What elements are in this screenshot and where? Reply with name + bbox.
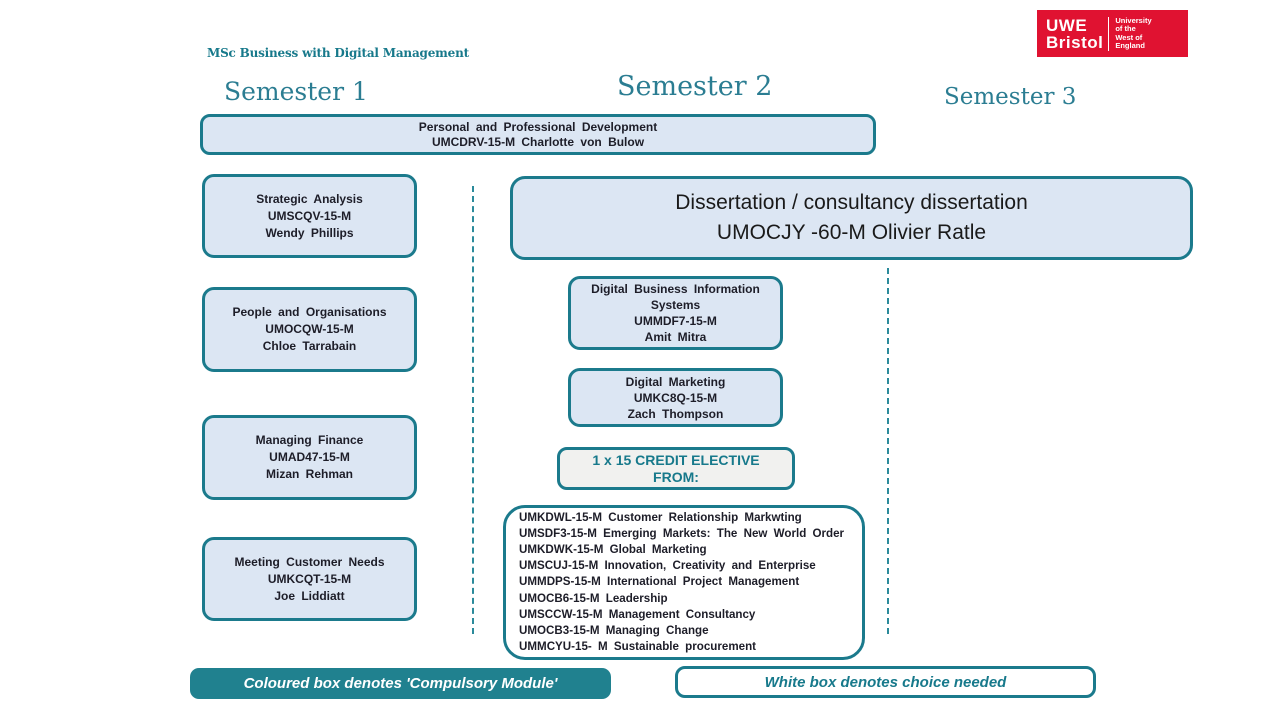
logo-primary: UWE <box>1046 15 1088 35</box>
elective-item: UMKDWL-15-M Customer Relationship Markwting <box>519 510 802 524</box>
legend-compulsory-label: Coloured box denotes 'Compulsory Module' <box>243 675 558 692</box>
column-divider-2 <box>887 268 889 634</box>
elective-item: UMSDF3-15-M Emerging Markets: The New World Order <box>519 526 845 540</box>
module-tutor: Zach Thompson <box>627 406 724 421</box>
module-code: UMSCQV-15-M <box>267 208 352 223</box>
module-title: Meeting Customer Needs <box>234 554 385 569</box>
module-title: Strategic Analysis <box>256 191 363 206</box>
column-divider-1 <box>472 186 474 634</box>
module-personal-professional-development <box>200 114 876 155</box>
logo-tagline: University of the West of England <box>1115 15 1152 50</box>
module-code: UMKC8Q-15-M <box>633 390 718 405</box>
uwe-bristol-logo <box>1037 10 1188 57</box>
semester-3-header: Semester 3 <box>944 84 1077 110</box>
module-digital-marketing <box>568 368 783 427</box>
logo-divider <box>1108 17 1109 51</box>
elective-item: UMSCCW-15-M Management Consultancy <box>519 607 756 621</box>
logo-secondary: Bristol <box>1046 32 1104 52</box>
module-code-tutor: UMCDRV-15-M Charlotte von Bulow <box>431 134 645 149</box>
semester-2-header: Semester 2 <box>617 71 773 102</box>
module-meeting-customer-needs <box>202 537 417 621</box>
elective-item: UMOCB3-15-M Managing Change <box>519 624 709 638</box>
module-title: Dissertation / consultancy dissertation <box>675 191 1028 214</box>
module-tutor: Amit Mitra <box>644 330 707 344</box>
elective-item: UMOCB6-15-M Leadership <box>519 591 668 605</box>
module-tutor: Joe Liddiatt <box>274 588 345 603</box>
elective-item: UMMCYU-15- M Sustainable procurement <box>519 640 757 654</box>
module-tutor: Wendy Phillips <box>265 225 354 240</box>
logo-wordmark <box>1046 17 1103 51</box>
module-title: Managing Finance <box>255 433 364 447</box>
legend-choice-needed <box>675 666 1096 698</box>
elective-header-line2: FROM: <box>653 468 699 485</box>
module-tutor: Chloe Tarrabain <box>262 339 357 353</box>
module-title: Digital Business Information Systems <box>591 282 760 312</box>
legend-choice-label: White box denotes choice needed <box>764 673 1007 691</box>
module-code: UMKCQT-15-M <box>267 571 352 586</box>
elective-item: UMSCUJ-15-M Innovation, Creativity and Enterprise <box>519 559 816 573</box>
module-digital-business-information-systems <box>568 276 783 350</box>
module-managing-finance <box>202 415 417 500</box>
elective-item: UMMDPS-15-M International Project Management <box>519 575 800 589</box>
elective-item: UMKDWK-15-M Global Marketing <box>519 543 707 556</box>
page-title: MSc Business with Digital Management <box>207 46 469 60</box>
module-tutor: Mizan Rehman <box>265 467 353 481</box>
module-code-tutor: UMOCJY -60-M Olivier Ratle <box>716 221 987 244</box>
elective-header-box <box>557 447 795 490</box>
module-code: UMAD47-15-M <box>269 450 350 464</box>
module-dissertation <box>510 176 1193 260</box>
module-strategic-analysis <box>202 174 417 258</box>
elective-header-line1: 1 x 15 CREDIT ELECTIVE <box>592 451 760 468</box>
module-title: People and Organisations <box>232 305 387 319</box>
legend-compulsory-module <box>190 668 611 699</box>
module-title: Digital Marketing <box>625 374 726 389</box>
module-code: UMMDF7-15-M <box>634 314 717 328</box>
module-title: Personal and Professional Development <box>418 119 658 134</box>
electives-list-box <box>503 505 865 660</box>
module-people-and-organisations <box>202 287 417 372</box>
semester-1-header: Semester 1 <box>224 77 368 106</box>
module-code: UMOCQW-15-M <box>265 322 354 336</box>
